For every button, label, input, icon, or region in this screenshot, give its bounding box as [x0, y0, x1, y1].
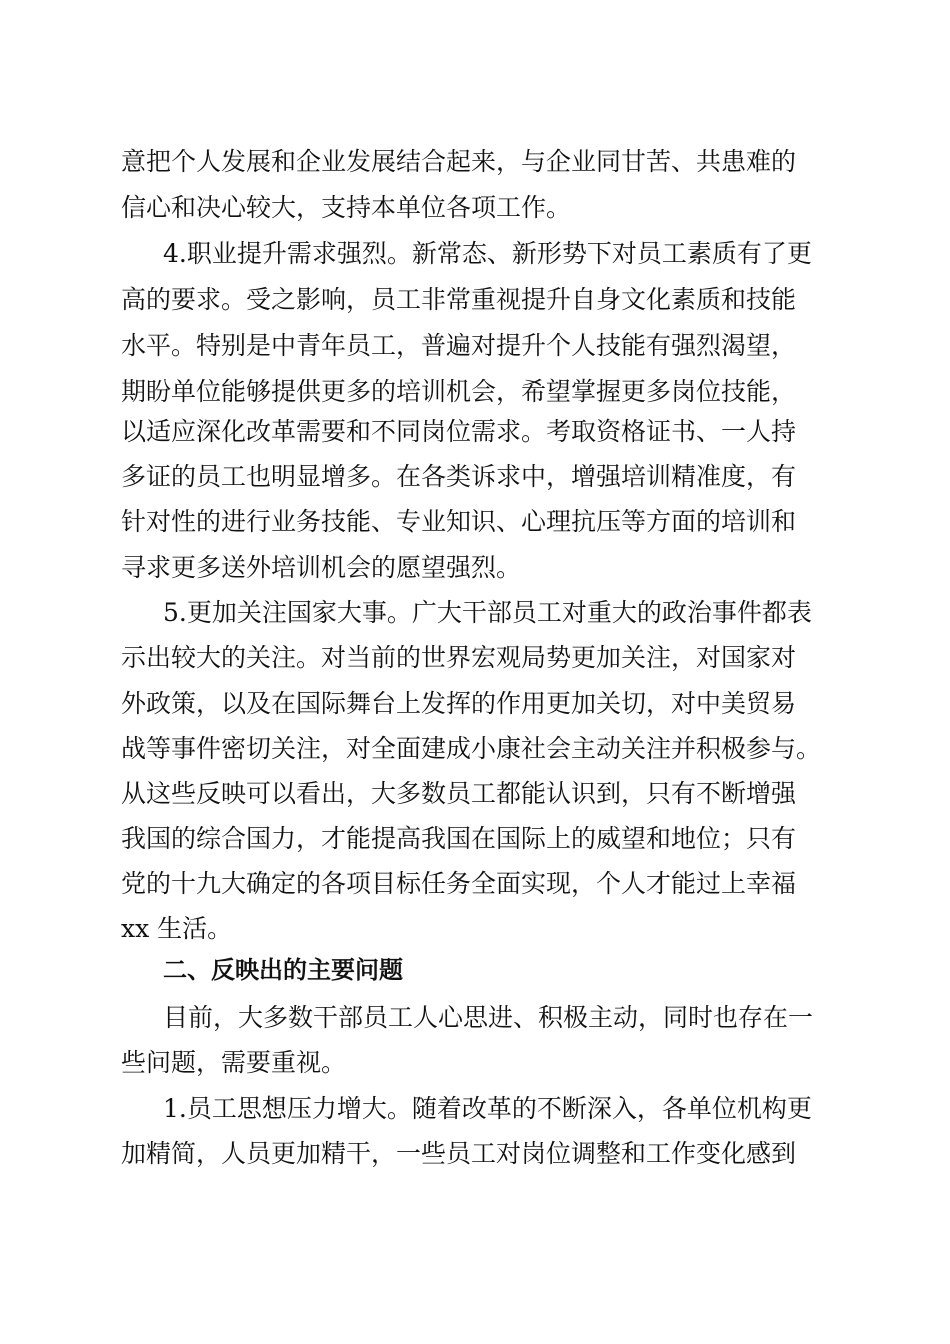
text-line: 我国的综合国力，才能提高我国在国际上的威望和地位；只有: [121, 824, 797, 853]
text-line: 意把个人发展和企业发展结合起来，与企业同甘苦、共患难的: [121, 147, 797, 176]
text-line: 高的要求。受之影响，员工非常重视提升自身文化素质和技能: [121, 285, 797, 314]
text-line: 从这些反映可以看出，大多数员工都能认识到，只有不断增强: [121, 779, 797, 808]
text-line: 信心和决心较大，支持本单位各项工作。: [121, 193, 572, 222]
text-line: 寻求更多送外培训机会的愿望强烈。: [121, 553, 522, 582]
text-line: xx 生活。: [121, 914, 233, 943]
text-line: 多证的员工也明显增多。在各类诉求中，增强培训精准度，有: [121, 462, 797, 491]
section-heading: 二、反映出的主要问题: [163, 956, 403, 984]
paragraph-5-start: 5.更加关注国家大事。广大干部员工对重大的政治事件都表: [163, 598, 812, 627]
text-line: 外政策，以及在国际舞台上发挥的作用更加关切，对中美贸易: [121, 689, 797, 718]
text-line: 以适应深化改革需要和不同岗位需求。考取资格证书、一人持: [121, 417, 797, 446]
text-line: 加精简，人员更加精干，一些员工对岗位调整和工作变化感到: [121, 1139, 797, 1168]
text-line: 期盼单位能够提供更多的培训机会，希望掌握更多岗位技能，: [121, 377, 797, 406]
text-line: 些问题，需要重视。: [121, 1048, 347, 1077]
text-line: 战等事件密切关注，对全面建成小康社会主动关注并积极参与。: [121, 734, 822, 763]
text-line: 水平。特别是中青年员工，普遍对提升个人技能有强烈渴望，: [121, 331, 797, 360]
paragraph-intro-start: 目前，大多数干部员工人心思进、积极主动，同时也存在一: [163, 1003, 814, 1032]
paragraph-4-start: 4.职业提升需求强烈。新常态、新形势下对员工素质有了更: [163, 239, 812, 268]
paragraph-1-start: 1.员工思想压力增大。随着改革的不断深入，各单位机构更: [163, 1094, 812, 1123]
text-line: 示出较大的关注。对当前的世界宏观局势更加关注，对国家对: [121, 643, 797, 672]
text-line: 党的十九大确定的各项目标任务全面实现，个人才能过上幸福: [121, 869, 797, 898]
text-line: 针对性的进行业务技能、专业知识、心理抗压等方面的培训和: [121, 507, 797, 536]
